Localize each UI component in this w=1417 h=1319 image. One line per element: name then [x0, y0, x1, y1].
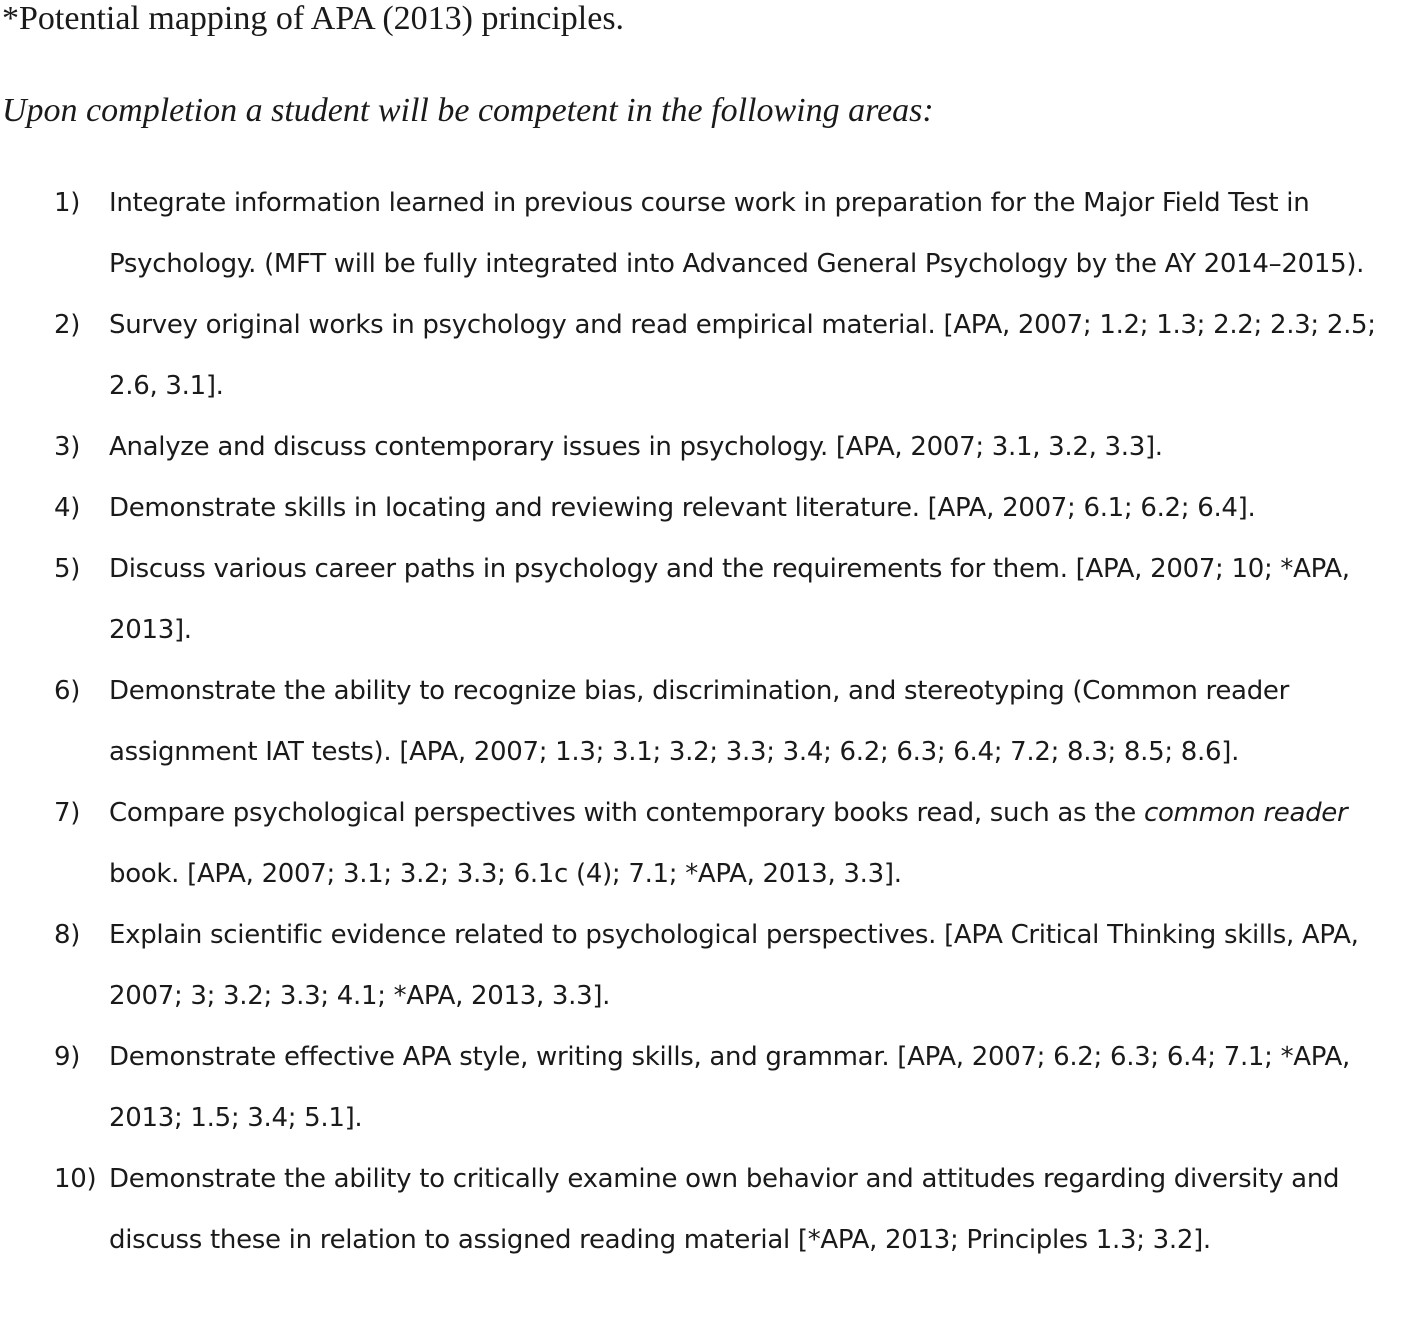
list-item: [0, 295, 1417, 417]
footnote: *Potential mapping of APA (2013) principles.: [2, 0, 625, 37]
item-number: 6): [54, 676, 81, 706]
learning-outcomes-list: [0, 173, 1417, 1271]
item-text: Survey original works in psychology and read empirical material. [APA, 2007; 1.2; 1.3; 2.2; 2.3; 2.5; 2.6, 3.1].: [109, 310, 1376, 401]
list-item: [0, 783, 1417, 905]
item-text: Discuss various career paths in psychology and the requirements for them. [APA, 2007; 10; *APA, 2013].: [109, 554, 1350, 645]
list-item: [0, 1149, 1417, 1271]
list-item: [0, 905, 1417, 1027]
item-text: Demonstrate the ability to critically examine own behavior and attitudes regarding diversity and discuss these in relation to assigned reading material [*APA, 2013; Principles 1.3; 3.2].: [109, 1164, 1340, 1255]
item-number: 9): [54, 1042, 81, 1072]
item-number: 10): [54, 1164, 97, 1194]
list-item: [0, 661, 1417, 783]
item-text: Explain scientific evidence related to psychological perspectives. [APA Critical Thinking skills, APA, 2007; 3; 3.2; 3.3; 4.1; *APA, 2013, 3.3].: [109, 920, 1359, 1011]
item-number: 3): [54, 432, 81, 462]
item-number: 2): [54, 310, 81, 340]
intro-sentence: Upon completion a student will be competent in the following areas:: [2, 92, 934, 129]
list-item: [0, 478, 1417, 539]
list-item: [0, 1027, 1417, 1149]
item-text: [109, 783, 1411, 905]
item-text: Demonstrate the ability to recognize bias, discrimination, and stereotyping (Common reader assignment IAT tests). [APA, 2007; 1.3; 3.1; 3.2; 3.3; 3.4; 6.2; 6.3; 6.4; 7.2; 8.3; 8.5; 8.6].: [109, 676, 1289, 767]
item-text: Analyze and discuss contemporary issues in psychology. [APA, 2007; 3.1, 3.2, 3.3].: [109, 432, 1163, 462]
item-text-emphasis: common reader: [1143, 798, 1348, 828]
item-text-before: Compare psychological perspectives with contemporary books read, such as the: [109, 798, 1144, 828]
item-text: Demonstrate skills in locating and reviewing relevant literature. [APA, 2007; 6.1; 6.2; 6.4].: [109, 493, 1256, 523]
list-item: [0, 417, 1417, 478]
item-number: 7): [54, 798, 81, 828]
item-number: 5): [54, 554, 81, 584]
item-number: 4): [54, 493, 81, 523]
item-text-after: book. [APA, 2007; 3.1; 3.2; 3.3; 6.1c (4); 7.1; *APA, 2013, 3.3].: [109, 859, 902, 889]
list-item: [0, 539, 1417, 661]
item-text: Integrate information learned in previous course work in preparation for the Major Field Test in Psychology. (MFT will be fully integrated into Advanced General Psychology by the AY 2014–2015).: [109, 188, 1365, 279]
item-number: 1): [54, 188, 81, 218]
item-number: 8): [54, 920, 81, 950]
list-item: [0, 173, 1417, 295]
item-text: Demonstrate effective APA style, writing skills, and grammar. [APA, 2007; 6.2; 6.3; 6.4; 7.1; *APA, 2013; 1.5; 3.4; 5.1].: [109, 1042, 1350, 1133]
